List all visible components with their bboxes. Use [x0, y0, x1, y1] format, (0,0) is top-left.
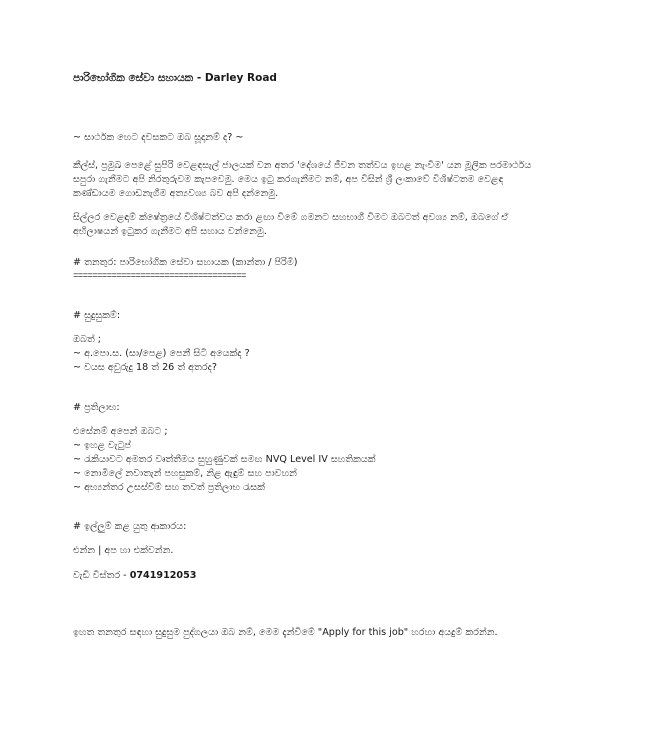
intro-paragraph-2-line-1: සිල්ලර වෙළඳාම් ක්ෂේත්‍රයේ විශිෂ්ටත්වය කරා ළඟා වීමේ ගමනට සහභාගී වීමට ඔබටත් අවශ්‍ය නම්, ඔබගේ ඒ	[73, 212, 509, 223]
footer-note: ඉහත තනතුර සඳහා සුදුසුම පුද්ගලයා ඔබ නම්, මෙම දැන්වීමේ "Apply for this job" හරහා අයදුම් කරන්න.	[73, 627, 498, 638]
contact-phone: 0741912053	[129, 570, 197, 581]
contact-label: වැඩි විස්තර -	[73, 570, 130, 581]
qualifications-heading: # සුදුසුකම්:	[73, 310, 121, 321]
benefit-item: ~ නොමිලේ නවාතැන් පහසුකම්, නිළ ඇඳුම් සහ පාවහන්	[73, 468, 297, 479]
benefits-intro: එසේනම් අපෙන් ඔබට ;	[73, 426, 168, 437]
qualifications-intro: ඔබත් ;	[73, 334, 102, 345]
application-heading: # ඉල්ලුම් කළ යුතු ආකාරය:	[73, 521, 187, 532]
position-line: # තනතුර: පාරිභෝගික සේවා සහායක (කාන්තා / පිරිමි)	[73, 257, 298, 268]
benefit-item: ~ රැකියාවට අමතර වෘත්තීමය සුහුණුවක් සමඟ NVQ Level IV සහතිකයක්	[73, 454, 376, 465]
benefit-item: ~ ඉහළ වැටුප්	[73, 440, 131, 451]
tagline: ~ සාර්ථක හෙට දවසකට ඔබ සූදානම් ද? ~	[73, 132, 244, 143]
qualification-item: ~ වයස අවුරුදු 18 ත් 26 ත් අතරද?	[73, 362, 218, 373]
document-title: පාරිභෝගික සේවා සහායක - Darley Road	[73, 72, 277, 84]
intro-paragraph-1-line-2: සපුරා ගැනීමට අපි නිරතුරුවම කැපවෙමු. මෙය ඉටු කරගැනීමට නම්, අප විසින් ශ්‍රී ලංකාවේ විශිෂ්ටතම වෙළඳ	[73, 174, 504, 185]
intro-paragraph-1-line-1: කීල්ස්, ප්‍රමුඛ පෙළේ සුපිරි වෙළඳසැල් ජාලයක් වන අතර 'දේශයේ ජීවන තත්වය ඉහළ නැංවීම' යන මූලික පරමාර්ථය	[73, 160, 532, 171]
contact-line	[73, 569, 196, 582]
intro-paragraph-2-line-2: අභිලාෂයන් ඉටුකර ගැනීමට අපි සහාය වන්නෙමු.	[73, 226, 267, 237]
benefits-heading: # ප්‍රතිලාභ:	[73, 402, 120, 413]
benefit-item: ~ අභ්‍යන්තර උසස්වීම් සහ තවත් ප්‍රතිලාභ රැසක්	[73, 482, 265, 493]
qualification-item: ~ අ.පො.ස. (සා/පෙළ) පෙනී සිටි අයෙක්ද ?	[73, 348, 250, 359]
separator-rule: ====================================	[73, 271, 246, 281]
application-instruction: එන්න | අප හා එක්වන්න.	[73, 545, 174, 556]
intro-paragraph-1-line-3: කණ්ඩායම ගොඩනැගීම අත්‍යවශ්‍ය බව අපි දන්නෙමු.	[73, 188, 279, 199]
